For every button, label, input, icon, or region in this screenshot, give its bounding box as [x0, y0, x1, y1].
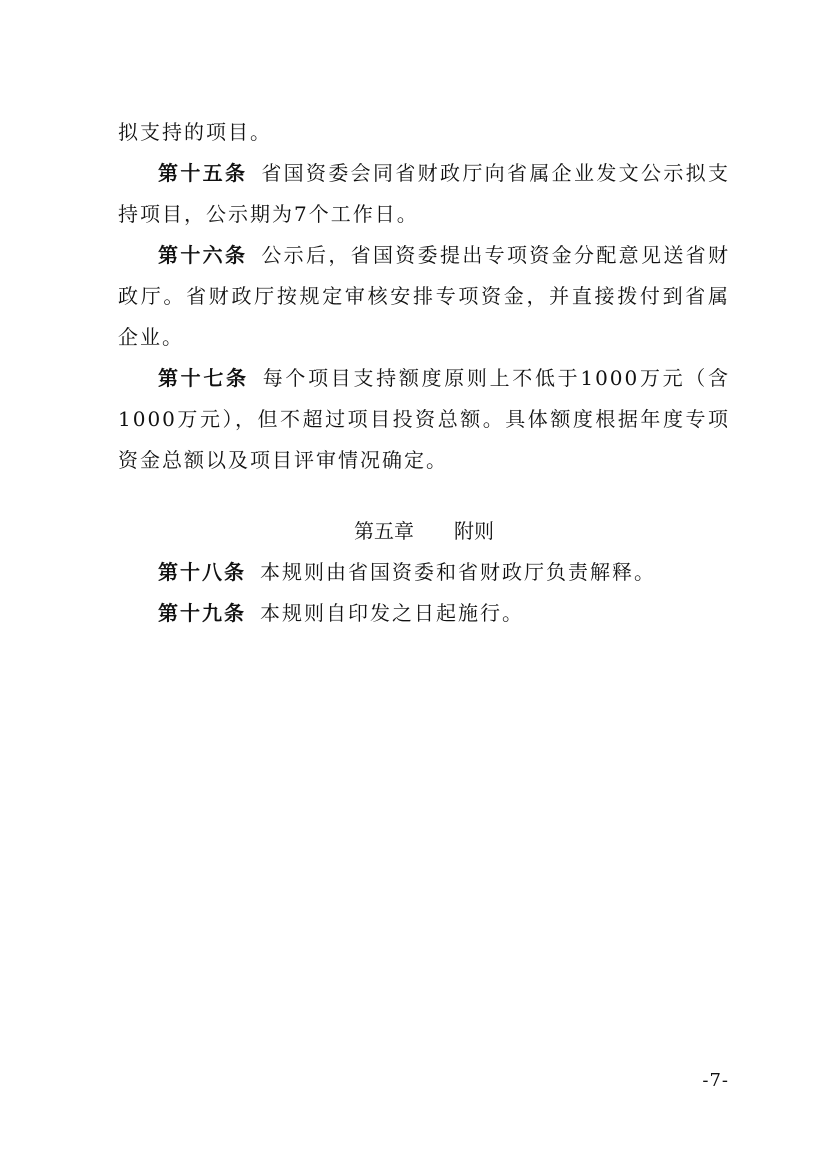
- article-17: [118, 358, 730, 481]
- article-label: 第十九条: [158, 601, 246, 625]
- chapter-number: 第五章: [354, 519, 414, 543]
- article-16: [118, 235, 730, 358]
- document-body: [118, 112, 730, 634]
- article-text: 省国资委会同省财政厅向省属企业发文公示拟支持项目，公示期为7个工作日。: [118, 161, 731, 226]
- article-text: 公示后，省国资委提出专项资金分配意见送省财政厅。省财政厅按规定审核安排专项资金，并直接拨付到省属企业。: [118, 243, 731, 349]
- paragraph-text: 拟支持的项目。: [118, 120, 272, 144]
- page-number: -7-: [702, 1070, 729, 1091]
- chapter-title: 附则: [454, 519, 494, 543]
- article-label: 第十八条: [158, 560, 246, 584]
- article-18: [118, 552, 730, 593]
- article-label: 第十七条: [158, 366, 249, 390]
- article-15: [118, 153, 730, 235]
- article-text: 本规则由省国资委和省财政厅负责解释。: [260, 560, 656, 584]
- article-19: [118, 593, 730, 634]
- article-label: 第十六条: [158, 243, 248, 267]
- article-label: 第十五条: [158, 161, 248, 185]
- paragraph-continuation: [118, 112, 730, 153]
- article-text: 每个项目支持额度原则上不低于1000万元（含1000万元），但不超过项目投资总额。具体额度根据年度专项资金总额以及项目评审情况确定。: [118, 366, 730, 472]
- chapter-heading: [118, 511, 730, 552]
- article-text: 本规则自印发之日起施行。: [260, 601, 524, 625]
